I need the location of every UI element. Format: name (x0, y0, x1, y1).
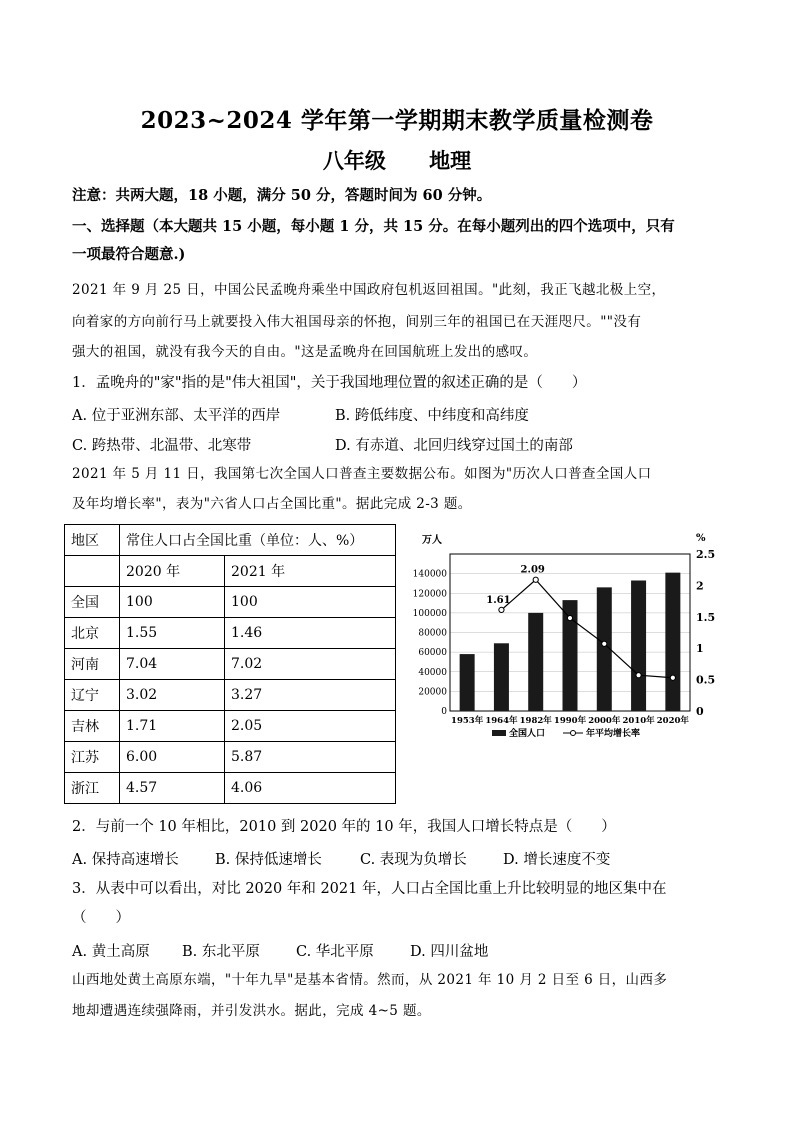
table-cell-region: 北京 (65, 618, 120, 649)
table-row (65, 711, 396, 742)
legend-line-marker (571, 731, 576, 736)
table-cell-2020: 1.71 (120, 711, 225, 742)
population-bar (665, 573, 680, 711)
passage1-line3: 强大的祖国，就没有我今天的自由。"这是孟晚舟在回国航班上发出的感叹。 (72, 344, 538, 360)
table-cell-2020: 6.00 (120, 742, 225, 773)
table-row (65, 742, 396, 773)
growth-rate-line (501, 580, 672, 678)
table-cell-2021: 5.87 (225, 742, 396, 773)
question3-option-b: B. 东北平原 (182, 944, 260, 960)
y-tick-label: 20000 (418, 687, 447, 698)
table-cell-region: 全国 (65, 587, 120, 618)
population-chart (408, 528, 730, 764)
passage3-line1: 山西地处黄土高原东端，"十年九旱"是基本省情。然而，从 2021 年 10 月 2 日至 6 日，山西多 (72, 972, 668, 988)
y2-axis-unit: % (696, 533, 706, 544)
question2-option-c: C. 表现为负增长 (360, 852, 467, 868)
x-tick-label: 1982年 (519, 716, 552, 726)
y-tick-label: 120000 (412, 589, 447, 600)
table-header-region: 地区 (65, 525, 120, 556)
exam-title: 2023~2024 学年第一学期期末教学质量检测卷 (140, 107, 654, 134)
table-header-metric: 常住人口占全国比重（单位：人、%） (120, 525, 396, 556)
table-cell-2021: 7.02 (225, 649, 396, 680)
passage3-line2: 地却遭遇连续强降雨，并引发洪水。据此，完成 4~5 题。 (72, 1003, 431, 1019)
x-tick-label: 2000年 (588, 716, 621, 726)
table-cell-2020: 1.55 (120, 618, 225, 649)
population-bar (494, 643, 509, 711)
table-row (65, 680, 396, 711)
table-row (65, 587, 396, 618)
y2-tick-label: 2.5 (696, 548, 716, 561)
y-tick-label: 40000 (418, 667, 447, 678)
table-cell-2021: 1.46 (225, 618, 396, 649)
question2-option-a: A. 保持高速增长 (72, 852, 179, 868)
table-cell-2021: 2.05 (225, 711, 396, 742)
table-cell-region: 江苏 (65, 742, 120, 773)
question3-paren: （ ） (72, 910, 130, 926)
y-tick-label: 0 (441, 707, 447, 717)
x-tick-label: 2010年 (622, 716, 655, 726)
population-bar (631, 580, 646, 711)
table-cell-2020: 4.57 (120, 773, 225, 804)
table-cell-2021: 3.27 (225, 680, 396, 711)
question1-option-c: C. 跨热带、北温带、北寒带 (72, 438, 252, 454)
legend-bar-label: 全国人口 (509, 729, 546, 739)
table-row (65, 618, 396, 649)
population-share-table (64, 524, 396, 804)
table-cell-region: 吉林 (65, 711, 120, 742)
table-cell-region: 辽宁 (65, 680, 120, 711)
question3-option-c: C. 华北平原 (296, 944, 374, 960)
question2-option-d: D. 增长速度不变 (503, 852, 611, 868)
table-cell-2020: 100 (120, 587, 225, 618)
y2-tick-label: 1 (696, 642, 704, 656)
x-tick-label: 1964年 (485, 716, 518, 726)
growth-rate-label: 2.09 (520, 564, 545, 576)
legend-line-label: 年平均增长率 (586, 729, 641, 739)
subject-label: 地理 (429, 148, 472, 173)
question2-option-b: B. 保持低速增长 (215, 852, 322, 868)
population-bar (460, 654, 475, 711)
table-year-row (65, 556, 396, 587)
question1-option-b: B. 跨低纬度、中纬度和高纬度 (335, 408, 529, 424)
x-tick-label: 2020年 (656, 716, 689, 726)
growth-rate-point (670, 675, 675, 680)
section1-instruction-line2: 一项最符合题意.) (72, 246, 186, 263)
table-cell-2021: 4.06 (225, 773, 396, 804)
question1-option-a: A. 位于亚洲东部、太平洋的西岸 (72, 408, 281, 424)
growth-rate-label: 1.61 (486, 594, 511, 606)
question3-option-d: D. 四川盆地 (410, 944, 489, 960)
table-year-2020: 2020 年 (120, 556, 225, 587)
grade-label: 八年级 (322, 148, 386, 173)
table-year-2021: 2021 年 (225, 556, 396, 587)
passage1-line2: 向着家的方向前行马上就要投入伟大祖国母亲的怀抱，间别三年的祖国已在天涯咫尺。""没有 (72, 314, 642, 330)
question3-option-a: A. 黄土高原 (72, 944, 150, 960)
table-header-row (65, 525, 396, 556)
question1-stem: 1．孟晚舟的"家"指的是"伟大祖国"，关于我国地理位置的叙述正确的是（ ） (72, 375, 587, 391)
table-empty-cell (65, 556, 120, 587)
growth-rate-point (636, 673, 641, 678)
legend-bar-swatch (492, 730, 506, 736)
y-axis-unit: 万人 (422, 535, 442, 546)
table-row (65, 649, 396, 680)
table-row (65, 773, 396, 804)
y2-tick-label: 0.5 (696, 673, 716, 687)
passage2-line1: 2021 年 5 月 11 日，我国第七次全国人口普查主要数据公布。如图为"历次人口普查全国人口 (72, 466, 652, 482)
y-tick-label: 140000 (412, 569, 447, 580)
passage2-line2: 及年均增长率"，表为"六省人口占全国比重"。据此完成 2-3 题。 (72, 496, 472, 512)
question2-stem: 2．与前一个 10 年相比，2010 到 2020 年的 10 年，我国人口增长特点是（ ） (72, 819, 616, 835)
y-tick-label: 60000 (418, 648, 447, 659)
y2-tick-label: 2 (696, 579, 704, 593)
exam-subtitle (0, 145, 794, 175)
x-tick-label: 1990年 (553, 716, 587, 726)
table-cell-2021: 100 (225, 587, 396, 618)
table-cell-2020: 3.02 (120, 680, 225, 711)
growth-rate-point (567, 615, 572, 620)
question3-stem: 3．从表中可以看出，对比 2020 年和 2021 年，人口占全国比重上升比较明显的地区集中在 (72, 881, 667, 897)
table-cell-region: 浙江 (65, 773, 120, 804)
table-cell-2020: 7.04 (120, 649, 225, 680)
population-bar (528, 613, 543, 711)
y2-tick-label: 1.5 (696, 610, 716, 624)
section1-instruction-line1: 一、选择题（本大题共 15 小题，每小题 1 分，共 15 分。在每小题列出的四个选项中，只有 (72, 218, 675, 235)
growth-rate-point (499, 607, 504, 612)
growth-rate-point (602, 641, 607, 646)
growth-rate-point (533, 577, 538, 582)
exam-notice: 注意：共两大题，18 小题，满分 50 分，答题时间为 60 分钟。 (72, 187, 492, 204)
x-tick-label: 1953年 (451, 716, 484, 726)
table-cell-region: 河南 (65, 649, 120, 680)
y-tick-label: 100000 (412, 608, 447, 619)
y-tick-label: 80000 (418, 628, 447, 639)
question1-option-d: D. 有赤道、北回归线穿过国土的南部 (335, 438, 573, 454)
y2-tick-label: 0 (696, 705, 704, 718)
passage1-line1: 2021 年 9 月 25 日，中国公民孟晚舟乘坐中国政府包机返回祖国。"此刻，我正飞越北极上空， (72, 282, 666, 298)
